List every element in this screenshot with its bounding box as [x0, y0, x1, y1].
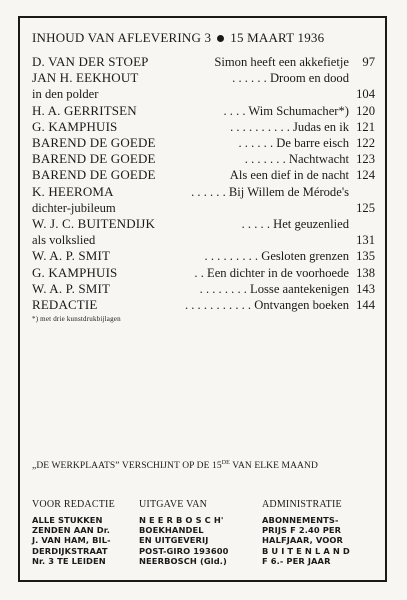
column-line: DERDIJKSTRAAT	[32, 545, 108, 556]
toc-page-number: 135	[356, 249, 375, 264]
toc-page-number: 138	[356, 265, 375, 280]
column-line: ABONNEMENTS-	[262, 515, 339, 525]
toc-page-number: 122	[356, 136, 375, 151]
toc-author: W. A. P. SMIT	[32, 248, 111, 264]
toc-entry	[32, 86, 375, 102]
column-line: PRIJS F 2.40 PER	[262, 525, 342, 536]
notice-text-end: VAN ELKE MAAND	[229, 461, 318, 472]
toc-page-number: 121	[356, 119, 375, 134]
toc-title: . . . . . . . . . . . Ontvangen boeken	[184, 298, 349, 313]
column-line: NEERBOSCH (Gld.)	[139, 555, 227, 566]
toc-title: . . . . . . . . Losse aantekenigen	[199, 281, 349, 296]
toc-author: BAREND DE GOEDE	[32, 135, 156, 151]
toc-author: K. HEEROMA	[32, 183, 114, 199]
toc-page-number: 97	[362, 55, 375, 69]
toc-entry	[32, 135, 375, 151]
column-line: EN UITGEVERIJ	[139, 535, 209, 546]
toc-entry	[32, 184, 375, 200]
toc-entry	[32, 119, 375, 135]
toc-entry	[32, 248, 375, 264]
toc-entry	[32, 281, 375, 297]
column-line: B U I T E N L A N D	[262, 545, 350, 556]
toc-author: G. KAMPHUIS	[32, 264, 118, 280]
table-of-contents	[32, 54, 375, 323]
toc-author: W. J. C. BUITENDIJK	[32, 216, 155, 232]
toc-page-number: 125	[356, 200, 375, 215]
column-line: BOEKHANDEL	[139, 525, 204, 536]
toc-entry	[32, 216, 375, 232]
toc-author: D. VAN DER STOEP	[32, 54, 149, 69]
toc-title: in den polder	[32, 87, 99, 102]
toc-title: . . . . . . . . . . Judas en ik	[230, 119, 349, 134]
column-line: HALFJAAR, VOOR	[262, 535, 344, 546]
toc-entry	[32, 167, 375, 183]
heading-date: 15 MAART 1936	[230, 30, 325, 45]
bullet-icon	[217, 35, 224, 42]
toc-entry	[32, 200, 375, 216]
notice-superscript: DE	[221, 460, 230, 466]
column-line: Nr. 3 TE LEIDEN	[32, 555, 106, 566]
toc-title: . . . . . . De barre eisch	[238, 136, 349, 151]
toc-title: . . . . Wim Schumacher*)	[223, 103, 349, 118]
toc-entry	[32, 151, 375, 167]
toc-entry	[32, 103, 375, 119]
contents-heading	[32, 30, 375, 46]
heading-title: INHOUD VAN AFLEVERING 3	[32, 30, 212, 45]
toc-entry	[32, 265, 375, 281]
toc-page-number: 143	[356, 281, 375, 296]
toc-author: H. A. GERRITSEN	[32, 102, 137, 118]
toc-author: BAREND DE GOEDE	[32, 167, 156, 183]
toc-title: Als een dief in de nacht	[229, 168, 349, 183]
toc-title: Simon heeft een akkefietje	[214, 55, 349, 69]
column-line: J. VAN HAM, BIL-	[32, 535, 111, 546]
toc-page-number: 124	[356, 168, 375, 183]
toc-title: dichter-jubileum	[32, 200, 116, 215]
page-frame	[18, 16, 387, 582]
column-line: N E E R B O S C H'	[139, 515, 224, 525]
toc-entry	[32, 54, 375, 70]
toc-page-number: 123	[356, 152, 375, 167]
toc-title: . . . . . Het geuzenlied	[241, 217, 349, 232]
toc-title: . . Een dichter in de voorhoede	[194, 265, 349, 280]
column-uitgave	[139, 499, 257, 566]
toc-author: G. KAMPHUIS	[32, 118, 118, 134]
column-redactie	[32, 499, 134, 566]
toc-entry	[32, 70, 375, 86]
info-columns	[32, 499, 377, 566]
toc-entry	[32, 232, 375, 248]
column-heading: ADMINISTRATIE	[262, 499, 342, 510]
toc-page-number: 144	[356, 298, 375, 313]
toc-author: W. A. P. SMIT	[32, 280, 111, 296]
toc-author: REDACTIE	[32, 297, 98, 313]
toc-page-number: 104	[356, 87, 375, 102]
column-administratie	[262, 499, 377, 566]
notice-text: „DE WERKPLAATS” VERSCHIJNT OP DE 15	[32, 461, 222, 472]
publication-notice	[32, 460, 377, 471]
toc-title: . . . . . . Bij Willem de Mérode's	[191, 184, 349, 199]
column-heading: UITGAVE VAN	[139, 499, 208, 510]
column-line: ZENDEN AAN Dr.	[32, 525, 111, 536]
column-line: F 6.- PER JAAR	[262, 555, 331, 566]
column-heading: VOOR REDACTIE	[32, 499, 115, 510]
column-line: ALLE STUKKEN	[32, 515, 103, 525]
toc-page-number: 120	[356, 103, 375, 118]
toc-entry	[32, 297, 375, 313]
column-line: POST-GIRO 193600	[139, 545, 229, 556]
footnote: *) met drie kunstdrukbijlagen	[32, 315, 121, 324]
toc-title: . . . . . . . . . Gesloten grenzen	[204, 249, 349, 264]
toc-title: . . . . . . . Nachtwacht	[244, 152, 349, 167]
toc-title: . . . . . . Droom en dood	[232, 71, 349, 86]
toc-author: JAN H. EEKHOUT	[32, 70, 139, 86]
toc-page-number: 131	[356, 233, 375, 248]
toc-title: als volkslied	[32, 233, 96, 248]
toc-author: BAREND DE GOEDE	[32, 151, 156, 167]
